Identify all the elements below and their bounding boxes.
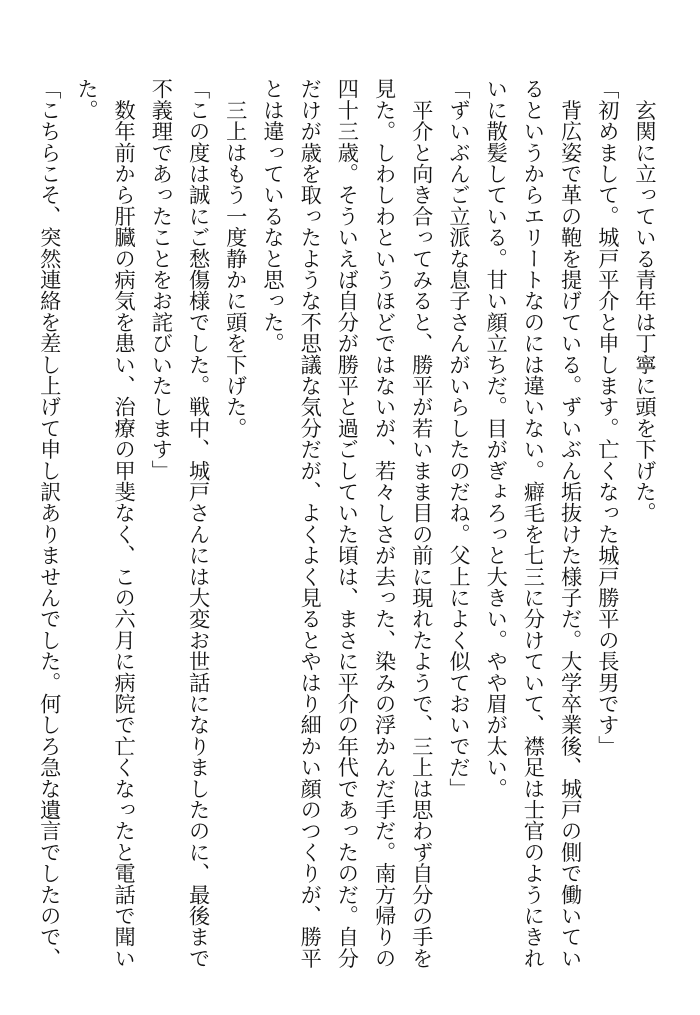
- text-line: 三上はもう一度静かに頭を下げた。: [223, 78, 249, 439]
- text-line: た。: [74, 78, 100, 121]
- text-line: 平介と向き合ってみると、勝平が若いまま目の前に現れたようで、三上は思わず自分の手を: [409, 78, 435, 969]
- text-line: 「こちらこそ、突然連絡を差し上げて申し訳ありませんでした。何しろ急な遺言でしたので、: [37, 78, 63, 969]
- text-line: 背広姿で革の鞄を提げている。ずいぶん垢抜けた様子だ。大学卒業後、城戸の側で働いてい: [558, 78, 584, 969]
- text-line: 見た。しわしわというほどではないが、若々しさが去った、染みの浮かんだ手だ。南方帰りの: [372, 78, 398, 969]
- text-line: 不義理であったことをお詫びいたします」: [149, 78, 175, 481]
- text-line: だけが歳を取ったような不思議な気分だが、よくよく見るとやはり細かい顔のつくりが、勝平: [298, 78, 324, 969]
- text-line: いに散髪している。甘い顔立ちだ。目がぎょろっと大きい。やや眉が太い。: [484, 78, 510, 799]
- text-line: 数年前から肝臓の病気を患い、治療の甲斐なく、この六月に病院で亡くなったと電話で聞い: [112, 78, 138, 969]
- text-line: るというからエリートなのには違いない。癖毛を七三に分けていて、襟足は士官のようにきれ: [521, 78, 547, 969]
- text-line: 玄関に立っている青年は丁寧に頭を下げた。: [633, 78, 658, 524]
- text-line: 「この度は誠にご愁傷様でした。戦中、城戸さんには大変お世話になりましたのに、最後まで: [186, 78, 212, 969]
- vertical-text-body: [32, 78, 664, 969]
- text-line: 「初めまして。城戸平介と申します。亡くなった城戸勝平の長男です」: [595, 78, 621, 757]
- text-line: 「ずいぶんご立派な息子さんがいらしたのだね。父上によく似ておいでだ」: [446, 78, 472, 799]
- text-line: とは違っているなと思った。: [260, 78, 286, 354]
- text-line: 四十三歳。そういえば自分が勝平と過ごしていた頃は、まさに平介の年代であったのだ。自分: [335, 78, 361, 969]
